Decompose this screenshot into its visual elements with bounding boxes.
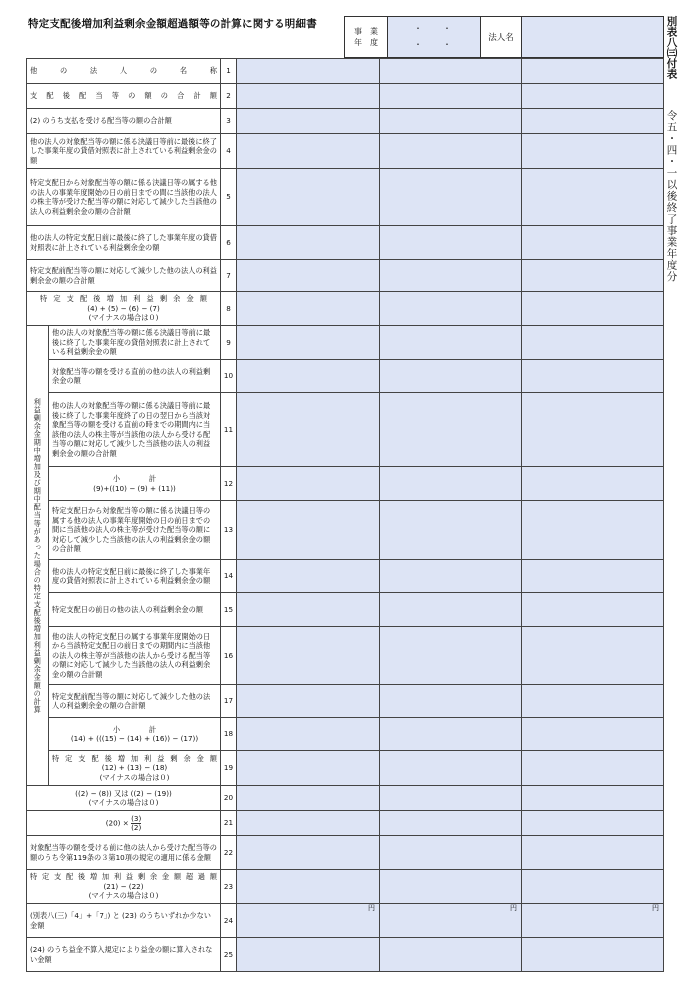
table-row: [27, 260, 664, 292]
input-cell[interactable]: [237, 292, 380, 326]
table-row: [27, 627, 664, 685]
row-label-title: 小 計: [112, 724, 157, 734]
table-row: [27, 292, 664, 326]
table-row: [27, 718, 664, 751]
input-cell[interactable]: [237, 718, 380, 751]
row-number: 19: [221, 751, 237, 786]
row-formula: (4) + (5) − (6) − (7): [87, 303, 160, 313]
input-cell[interactable]: [237, 811, 380, 836]
table-row: [27, 501, 664, 560]
input-cell[interactable]: [380, 169, 522, 226]
input-cell[interactable]: [237, 360, 380, 393]
table-row: [27, 786, 664, 811]
table-row: [27, 751, 664, 786]
table-row: [27, 938, 664, 972]
row-number: 25: [221, 938, 237, 972]
table-row: [27, 904, 664, 938]
form-id-label: 別表八㈢付表: [665, 16, 678, 79]
input-cell[interactable]: [380, 360, 522, 393]
input-cell[interactable]: [237, 786, 380, 811]
row-number: 24: [221, 904, 237, 938]
row-number: 18: [221, 718, 237, 751]
row-number: 22: [221, 836, 237, 870]
date-separator: ・: [443, 40, 451, 49]
calculation-table: [26, 58, 664, 972]
row-label-title: 特定支配後増加利益剰余金額超過額: [30, 872, 217, 882]
row-label: (2) のうち支払を受ける配当等の額の合計額: [27, 109, 221, 134]
input-cell[interactable]: [237, 560, 380, 593]
row-label: 特定支配日から対象配当等の額に係る決議日等の属する他の法人の事業年度開始の日の前日までの間に当該他の法人の株主等が受けた配当等の額に対応して減少した当該他の法人の利益剰余金の額の合計額: [27, 169, 221, 226]
input-cell[interactable]: [380, 870, 522, 904]
row-label: 特定支配日から対象配当等の額に係る決議日等の属する他の法人の事業年度開始の日の前日までの間に当該他の法人の株主等が受けた配当等の額に対応して減少した当該他の法人の利益剰余金の額の合計額: [49, 501, 221, 560]
input-cell[interactable]: [522, 811, 664, 836]
input-cell[interactable]: [237, 109, 380, 134]
row-number: 14: [221, 560, 237, 593]
row-formula: ((2) − (8)) 又は ((2) − (19)): [75, 788, 172, 798]
table-row: [27, 169, 664, 226]
table-row: [27, 560, 664, 593]
table-row: [27, 360, 664, 393]
input-cell[interactable]: [380, 292, 522, 326]
row-number: 7: [221, 260, 237, 292]
row-label: [27, 811, 221, 836]
input-cell[interactable]: [237, 904, 380, 938]
table-row: [27, 326, 664, 360]
input-cell[interactable]: [380, 260, 522, 292]
fiscal-year-input[interactable]: [388, 17, 481, 57]
row-label-title: 特定支配後増加利益剰余金額: [40, 294, 207, 304]
row-number: 9: [221, 326, 237, 360]
input-cell[interactable]: [522, 292, 664, 326]
row-label: [49, 467, 221, 501]
input-cell[interactable]: [237, 134, 380, 169]
row-formula-note: (マイナスの場合は０): [88, 891, 159, 901]
input-cell[interactable]: [237, 59, 380, 84]
row-label: 他の法人の特定支配日前に最後に終了した事業年度の貸借対照表に計上されている利益剰余金の額: [49, 560, 221, 593]
input-cell[interactable]: [522, 938, 664, 972]
input-cell[interactable]: [522, 786, 664, 811]
input-cell[interactable]: [522, 393, 664, 467]
row-formula: (20) ×: [105, 818, 129, 828]
fiscal-year-label: 事 業 年 度: [345, 17, 388, 57]
date-separator: ・: [414, 24, 422, 33]
input-cell[interactable]: [380, 593, 522, 627]
input-cell[interactable]: [522, 593, 664, 627]
input-cell[interactable]: [522, 685, 664, 718]
row-number: 3: [221, 109, 237, 134]
row-label: 他の法人の特定支配日前に最後に終了した事業年度の貸借対照表に計上されている利益剰余金の額: [27, 226, 221, 260]
input-cell[interactable]: [380, 685, 522, 718]
input-cell[interactable]: [522, 904, 664, 938]
input-cell[interactable]: [380, 836, 522, 870]
input-cell[interactable]: [380, 501, 522, 560]
input-cell[interactable]: [237, 169, 380, 226]
input-cell[interactable]: [237, 501, 380, 560]
row-formula: (14) + (((15) − (14) + (16)) − (17)): [70, 734, 199, 743]
input-cell[interactable]: [237, 326, 380, 360]
table-row: [27, 870, 664, 904]
row-number: 2: [221, 84, 237, 109]
input-cell[interactable]: [237, 260, 380, 292]
input-cell[interactable]: [522, 134, 664, 169]
row-label: 他の法人の名称: [27, 59, 221, 84]
row-label: 他の法人の対象配当等の額に係る決議日等前に最後に終了した事業年度の貸借対照表に計上されている利益剰余金の額: [49, 326, 221, 360]
row-formula: (12) + (13) − (18): [101, 763, 168, 773]
row-label: 特定支配前配当等の額に対応して減少した他の法人の利益剰余金の額の合計額: [49, 685, 221, 718]
date-separator: ・: [443, 24, 451, 33]
table-row: [27, 685, 664, 718]
input-cell[interactable]: [380, 811, 522, 836]
row-number: 1: [221, 59, 237, 84]
input-cell[interactable]: [522, 560, 664, 593]
input-cell[interactable]: [380, 467, 522, 501]
input-cell[interactable]: [237, 593, 380, 627]
row-number: 20: [221, 786, 237, 811]
input-cell[interactable]: [237, 685, 380, 718]
row-label: [27, 786, 221, 811]
input-cell[interactable]: [380, 904, 522, 938]
input-cell[interactable]: [237, 938, 380, 972]
row-number: 23: [221, 870, 237, 904]
input-cell[interactable]: [380, 109, 522, 134]
table-row: [27, 109, 664, 134]
input-cell[interactable]: [380, 751, 522, 786]
form-title: 特定支配後増加利益剰余金額超過額等の計算に関する明細書: [28, 18, 317, 30]
fraction: [131, 815, 141, 832]
input-cell[interactable]: [380, 134, 522, 169]
row-label: 特定支配前配当等の額に対応して減少した他の法人の利益剰余金の額の合計額: [27, 260, 221, 292]
input-cell[interactable]: [237, 467, 380, 501]
input-cell[interactable]: [522, 718, 664, 751]
header-box: [344, 16, 664, 58]
row-number: 17: [221, 685, 237, 718]
input-cell[interactable]: [380, 560, 522, 593]
row-label: (24) のうち益金不算入規定により益金の額に算入されない金額: [27, 938, 221, 972]
input-cell[interactable]: [522, 226, 664, 260]
row-formula: (21) − (22): [103, 881, 144, 891]
table-row: [27, 226, 664, 260]
unit-label: 円: [652, 904, 659, 912]
row-number: 21: [221, 811, 237, 836]
row-label: [49, 751, 221, 786]
date-separator: ・: [414, 40, 422, 49]
row-label: [27, 292, 221, 326]
input-cell[interactable]: [237, 836, 380, 870]
input-cell[interactable]: [522, 751, 664, 786]
input-cell[interactable]: [522, 169, 664, 226]
input-cell[interactable]: [380, 226, 522, 260]
row-formula-note: (マイナスの場合は０): [88, 313, 159, 323]
era-label: 令五・四・一以後終了事業年度分: [665, 110, 678, 283]
table-row: [27, 134, 664, 169]
input-cell[interactable]: [380, 59, 522, 84]
corporation-name-input[interactable]: [522, 17, 663, 57]
input-cell[interactable]: [522, 109, 664, 134]
input-cell[interactable]: [237, 751, 380, 786]
row-label: 特定支配日の前日の他の法人の利益剰余金の額: [49, 593, 221, 627]
input-cell[interactable]: [237, 84, 380, 109]
input-cell[interactable]: [237, 226, 380, 260]
input-cell[interactable]: [522, 59, 664, 84]
row-label: 他の法人の対象配当等の額に係る決議日等前に最後に終了した事業年度の貸借対照表に計上されている利益剰余金の額: [27, 134, 221, 169]
fraction-numerator: (3): [131, 813, 142, 823]
row-label: 対象配当等の額を受ける直前の他の法人の利益剰余金の額: [49, 360, 221, 393]
input-cell[interactable]: [380, 84, 522, 109]
row-label-title: 特定支配後増加利益剰余金額: [52, 753, 217, 763]
input-cell[interactable]: [380, 938, 522, 972]
row-label: 対象配当等の額を受ける前に他の法人から受けた配当等の額のうち令第119条の３第10項の規定の適用に係る金額: [27, 836, 221, 870]
input-cell[interactable]: [380, 627, 522, 685]
input-cell[interactable]: [522, 360, 664, 393]
row-label: [49, 718, 221, 751]
table-row: [27, 59, 664, 84]
group-label: 利益剰余金期中増加及び期中配当等があった場合の特定支配後増加利益剰余金額の計算: [27, 326, 49, 786]
unit-label: 円: [510, 904, 517, 912]
row-label: 支配後配当等の額の合計額: [27, 84, 221, 109]
input-cell[interactable]: [522, 501, 664, 560]
input-cell[interactable]: [237, 393, 380, 467]
row-number: 12: [221, 467, 237, 501]
input-cell[interactable]: [522, 326, 664, 360]
row-formula-note: (マイナスの場合は０): [99, 772, 170, 782]
input-cell[interactable]: [522, 870, 664, 904]
input-cell[interactable]: [237, 627, 380, 685]
input-cell[interactable]: [380, 393, 522, 467]
row-number: 13: [221, 501, 237, 560]
row-number: 16: [221, 627, 237, 685]
row-number: 10: [221, 360, 237, 393]
corporation-name-label: 法人名: [481, 17, 522, 57]
row-formula-note: (マイナスの場合は０): [88, 798, 159, 807]
row-label: 他の法人の対象配当等の額に係る決議日等前に最後に終了した事業年度終了の日の翌日から当該対象配当等の額を受ける直前の時までの期間内に当該他の法人の株主等が当該他の法人から受ける配当等の額に対応して減少した当該他の法人の利益剰余金の額の合計額: [49, 393, 221, 467]
row-label: 他の法人の特定支配日の属する事業年度開始の日から当該特定支配日の前日までの期間内に当該他の法人の株主等が当該他の法人から受ける配当等の額に対応して減少した当該他の法人の利益剰余金の額の合計額: [49, 627, 221, 685]
input-cell[interactable]: [522, 836, 664, 870]
table-row: [27, 393, 664, 467]
input-cell[interactable]: [380, 326, 522, 360]
table-row: [27, 811, 664, 836]
input-cell[interactable]: [380, 718, 522, 751]
row-number: 5: [221, 169, 237, 226]
input-cell[interactable]: [522, 260, 664, 292]
input-cell[interactable]: [237, 870, 380, 904]
input-cell[interactable]: [380, 786, 522, 811]
table-row: [27, 467, 664, 501]
row-label: [27, 870, 221, 904]
row-number: 15: [221, 593, 237, 627]
input-cell[interactable]: [522, 467, 664, 501]
input-cell[interactable]: [522, 627, 664, 685]
row-number: 8: [221, 292, 237, 326]
row-number: 4: [221, 134, 237, 169]
unit-label: 円: [368, 904, 375, 912]
table-row: [27, 836, 664, 870]
table-row: [27, 593, 664, 627]
row-number: 6: [221, 226, 237, 260]
table-row: [27, 84, 664, 109]
row-label-title: 小 計: [112, 474, 157, 483]
fraction-denominator: (2): [131, 822, 142, 832]
row-formula: (9)+((10) − (9) + (11)): [93, 483, 176, 493]
row-label: (別表八(三)「4」+「7」) と (23) のうちいずれか少ない金額: [27, 904, 221, 938]
row-number: 11: [221, 393, 237, 467]
input-cell[interactable]: [522, 84, 664, 109]
